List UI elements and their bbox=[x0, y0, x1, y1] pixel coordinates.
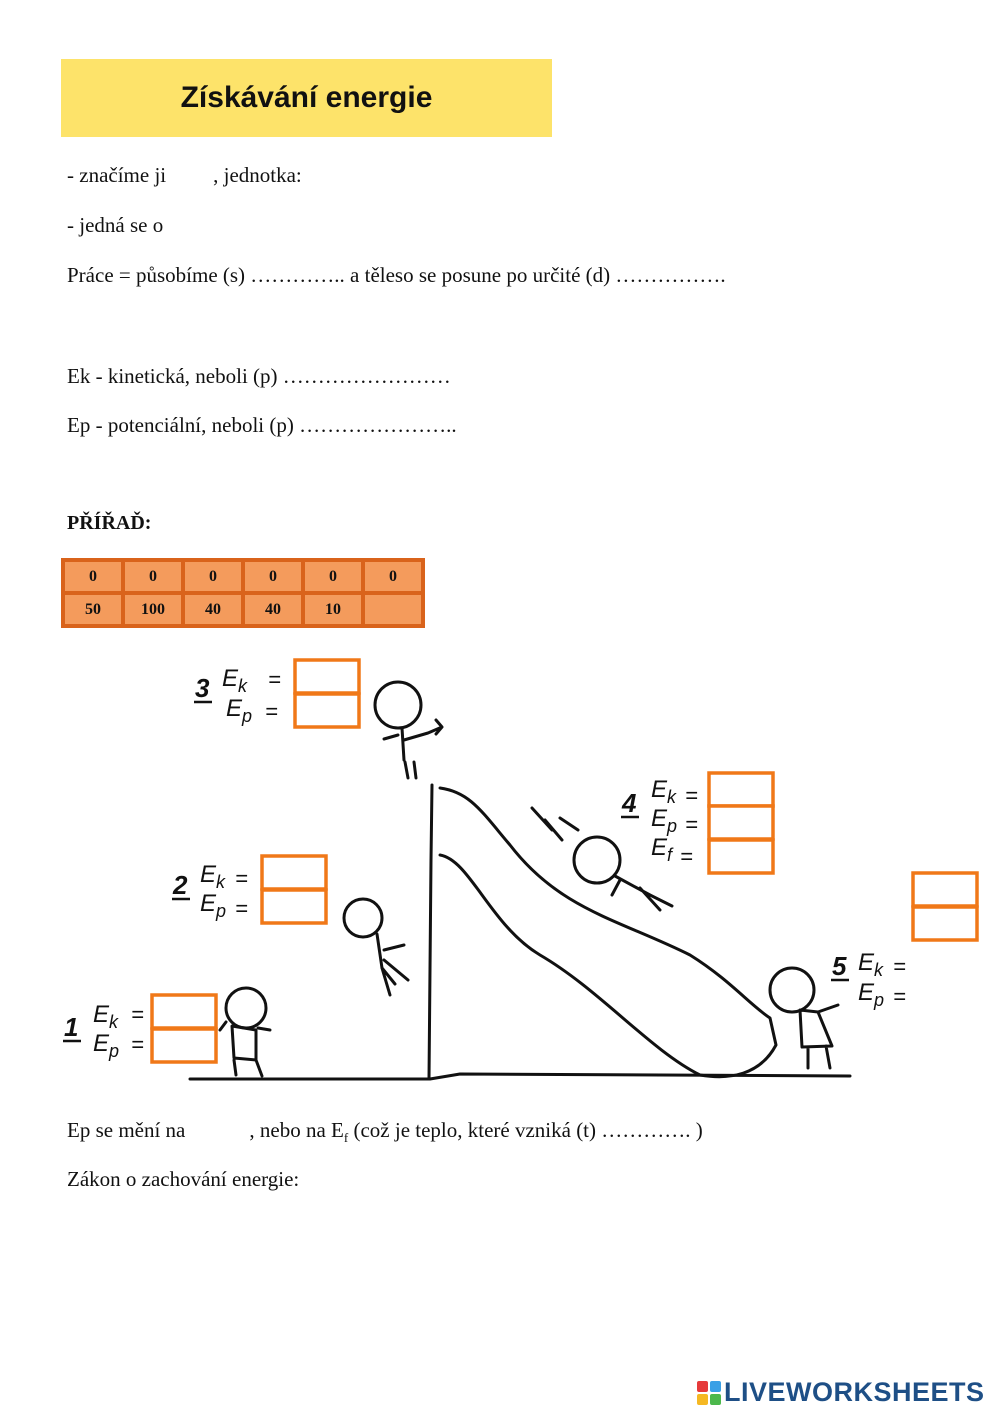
person-3-head bbox=[375, 682, 421, 728]
value-chip[interactable]: 0 bbox=[125, 562, 181, 591]
ep-answer-box-5[interactable] bbox=[913, 907, 977, 940]
energy-conversion-line bbox=[67, 1118, 703, 1146]
assign-heading: PŘÍŘAĎ: bbox=[67, 512, 152, 534]
value-chip[interactable]: 100 bbox=[125, 595, 181, 624]
svg-text:=: = bbox=[680, 844, 693, 869]
ek-answer-box-5[interactable] bbox=[913, 873, 977, 906]
person-5-head bbox=[770, 968, 814, 1012]
person-1-head bbox=[226, 988, 266, 1028]
potential-line: Ep - potenciální, neboli (p) ………………….. bbox=[67, 413, 457, 437]
ep-answer-box-3[interactable] bbox=[295, 694, 359, 727]
label-group-3 bbox=[194, 660, 359, 727]
value-chip[interactable]: 0 bbox=[365, 562, 421, 591]
station-number-3: 3 bbox=[195, 673, 210, 703]
svg-text:=: = bbox=[268, 667, 281, 692]
value-chip[interactable]: 0 bbox=[305, 562, 361, 591]
title-banner bbox=[61, 59, 552, 137]
value-chip[interactable]: 50 bbox=[65, 595, 121, 624]
ek-answer-box-1[interactable] bbox=[152, 995, 216, 1028]
ek-answer-box-4[interactable] bbox=[709, 773, 773, 806]
svg-text:Ek: $E_k$ bbox=[858, 949, 884, 980]
svg-text:=: = bbox=[893, 984, 906, 1009]
station-number-1: 1 bbox=[64, 1012, 79, 1042]
symbol-unit-line bbox=[67, 163, 302, 188]
svg-text:=: = bbox=[265, 699, 278, 724]
svg-text:Ep: $E_p$ bbox=[651, 805, 678, 836]
person-2-body bbox=[377, 934, 408, 995]
ground-line bbox=[190, 1074, 850, 1079]
svg-text:=: = bbox=[131, 1002, 144, 1027]
svg-text:Ep: $E_p$ bbox=[858, 979, 885, 1010]
conversion-label-3: (což je teplo, které vzniká (t) …………. ) bbox=[348, 1118, 703, 1142]
svg-text:Ek: $E_k$ bbox=[222, 665, 248, 696]
value-chip[interactable]: 0 bbox=[65, 562, 121, 591]
station-number-4: 4 bbox=[622, 788, 637, 818]
svg-text:=: = bbox=[235, 866, 248, 891]
value-chip[interactable] bbox=[365, 595, 421, 624]
ek-answer-box-3[interactable] bbox=[295, 660, 359, 693]
svg-text:=: = bbox=[131, 1032, 144, 1057]
work-definition-line: Práce = působíme (s) ………….. a těleso se posune po určité (d) ……………. bbox=[67, 263, 726, 287]
person-1-body bbox=[220, 1022, 270, 1076]
svg-text:=: = bbox=[685, 783, 698, 808]
station-number-5: 5 bbox=[832, 951, 847, 981]
kinetic-line: Ek - kinetická, neboli (p) …………………… bbox=[67, 364, 451, 388]
svg-text:=: = bbox=[893, 954, 906, 979]
logo-text: LIVEWORKSHEETS bbox=[724, 1377, 985, 1407]
table-row bbox=[65, 562, 421, 591]
station-number-2: 2 bbox=[173, 870, 188, 900]
conversion-label: Ep se mění na bbox=[67, 1118, 186, 1142]
label-group-5 bbox=[831, 873, 977, 1010]
label-group-2 bbox=[172, 856, 326, 923]
svg-text:Ep: $E_p$ bbox=[93, 1030, 120, 1061]
table-row bbox=[65, 595, 421, 624]
person-5-body bbox=[800, 1005, 838, 1068]
conservation-law-line: Zákon o zachování energie: bbox=[67, 1167, 300, 1191]
svg-text:Ep: $E_p$ bbox=[200, 890, 227, 921]
slide-pole bbox=[429, 785, 432, 1079]
svg-text:Ek: $E_k$ bbox=[200, 861, 226, 892]
ep-answer-box-2[interactable] bbox=[262, 890, 326, 923]
liveworksheets-logo bbox=[697, 1377, 985, 1408]
value-chip[interactable]: 10 bbox=[305, 595, 361, 624]
ep-answer-box-4[interactable] bbox=[709, 806, 773, 839]
ef-subscript: f bbox=[343, 1130, 349, 1146]
svg-text:Ep: $E_p$ bbox=[226, 695, 253, 726]
label-group-1 bbox=[63, 995, 216, 1062]
svg-text:Ek: $E_k$ bbox=[651, 776, 677, 807]
ef-answer-box-4[interactable] bbox=[709, 840, 773, 873]
svg-text:=: = bbox=[235, 896, 248, 921]
person-2-head bbox=[344, 899, 382, 937]
label-group-4 bbox=[621, 773, 773, 873]
logo-mark-icon bbox=[697, 1381, 721, 1405]
ek-answer-box-2[interactable] bbox=[262, 856, 326, 889]
person-4-head bbox=[574, 837, 620, 883]
ep-answer-box-1[interactable] bbox=[152, 1029, 216, 1062]
svg-text:=: = bbox=[685, 812, 698, 837]
svg-text:Ek: $E_k$ bbox=[93, 1001, 119, 1032]
unit-label: , jednotka: bbox=[213, 163, 302, 187]
value-chip[interactable]: 40 bbox=[185, 595, 241, 624]
assign-value-table bbox=[61, 558, 425, 628]
type-line: - jedná se o bbox=[67, 213, 164, 237]
page-title: Získávání energie bbox=[180, 81, 433, 114]
value-chip[interactable]: 0 bbox=[185, 562, 241, 591]
conversion-label-2: , nebo na E bbox=[249, 1118, 344, 1142]
svg-text:Ef: $E_f$ bbox=[651, 834, 673, 865]
value-chip[interactable]: 40 bbox=[245, 595, 301, 624]
value-chip[interactable]: 0 bbox=[245, 562, 301, 591]
slide-illustration bbox=[0, 645, 1000, 1105]
symbol-label: - značíme ji bbox=[67, 163, 167, 187]
